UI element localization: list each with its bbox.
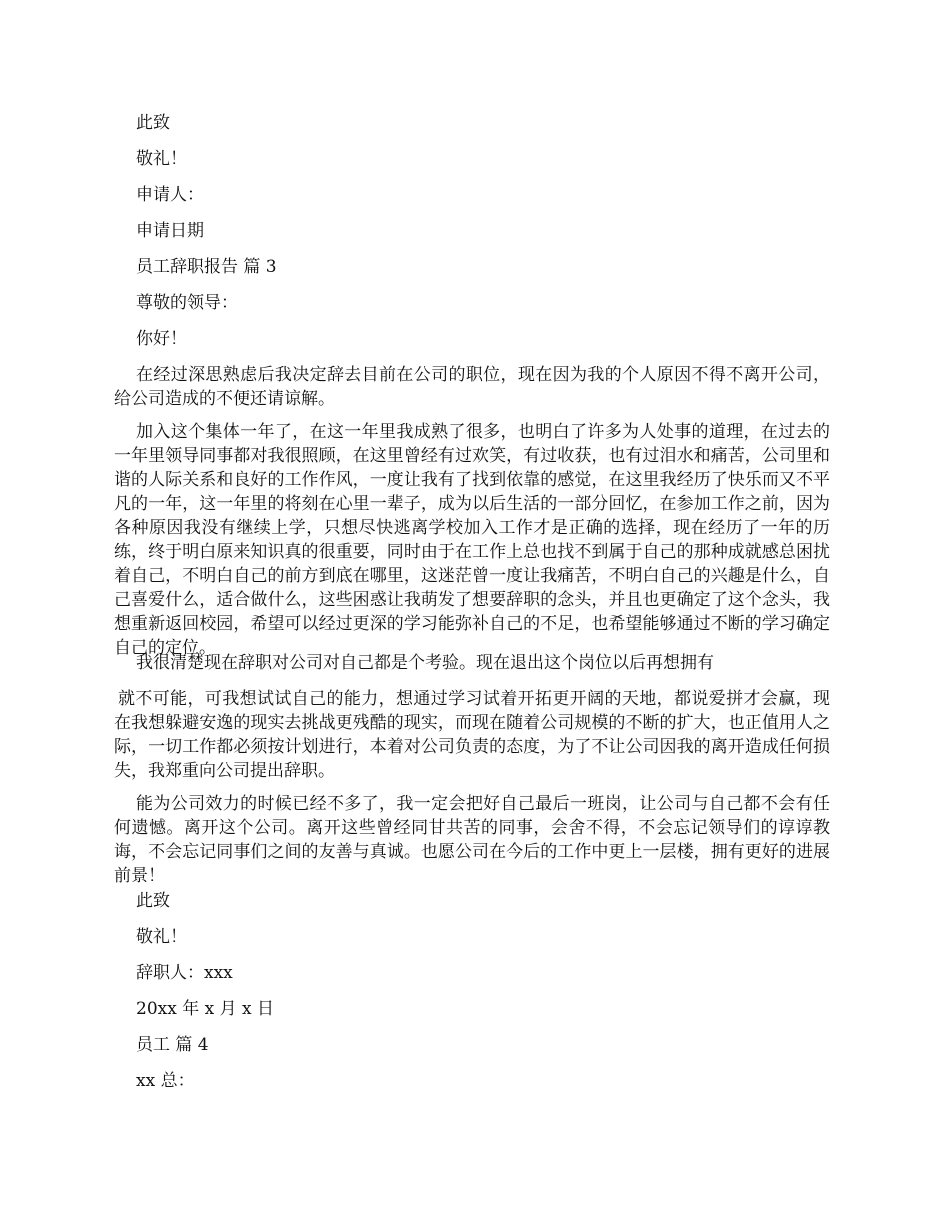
signature-date: 20xx 年 x 月 x 日: [136, 999, 275, 1019]
greeting-hello: 你好！: [136, 329, 187, 349]
paragraph-challenge: 我很清楚现在辞职对公司对自己都是个考验。现在退出这个岗位以后再想拥有: [136, 653, 714, 673]
greeting-addressee: 尊敬的领导：: [136, 293, 238, 313]
paragraph-farewell: 能为公司效力的时候已经不多了，我一定会把好自己最后一班岗，让公司与自己都不会有任何遗憾。离开这个公司。离开这些曾经同甘共苦的同事，会舍不得，不会忘记领导们的谆谆教诲，不会忘记同事们之间的友善与真诚。也愿公司在今后的工作中更上一层楼，拥有更好的进展前景！: [114, 794, 830, 886]
paragraph-experience: 加入这个集体一年了，在这一年里我成熟了很多，也明白了许多为人处事的道理，在过去的一年里领导同事都对我很照顾，在这里曾经有过欢笑，有过收获，也有过泪水和痛苦，公司里和谐的人际关系和良好的工作作风，一度让我有了找到依靠的感觉，在这里我经历了快乐而又不平凡的一年，这一年里的将刻在心里一辈子，成为以后生活的一部分回忆，在参加工作之前，因为各种原因我没有继续上学，只想尽快逃离学校加入工作才是正确的选择，现在经历了一年的历练，终于明白原来知识真的很重要，同时由于在工作上总也找不到属于自己的那种成就感总困扰着自己，不明白自己的前方到底在哪里，这迷茫曾一度让我痛苦，不明白自己的兴趣是什么，自己喜爱什么，适合做什么，这些困惑让我萌发了想要辞职的念头，并且也更确定了这个念头，我想重新返回校园，希望可以经过更深的学习能弥补自己的不足，也希望能够通过不断的学习确定自己的定位。: [114, 422, 830, 658]
section-title: 员工辞职报告 篇 3: [136, 257, 277, 277]
application-date-label: 申请日期: [136, 221, 204, 241]
applicant-label: 申请人：: [136, 185, 204, 205]
paragraph-decision: 在经过深思熟虑后我决定辞去目前在公司的职位，现在因为我的个人原因不得不离开公司，给公司造成的不便还请谅解。: [114, 365, 830, 409]
resigner-signature: 辞职人：xxx: [136, 963, 233, 983]
section-title-2: 员工 篇 4: [136, 1035, 209, 1055]
closing-salutation-2: 此致: [136, 891, 170, 911]
paragraph-resignation: 就不可能，可我想试试自己的能力，想通过学习试着开拓更开阔的天地，都说爱拼才会赢，现在我想躲避安逸的现实去挑战更残酷的现实，而现在随着公司规模的不断的扩大，也正值用人之际，一切工作都必须按计划进行，本着对公司负责的态度，为了不让公司因我的离开造成任何损失，我郑重向公司提出辞职。: [114, 689, 830, 781]
addressee-2: xx 总：: [136, 1071, 195, 1091]
closing-regards: 敬礼！: [136, 149, 187, 169]
closing-salutation: 此致: [136, 113, 170, 133]
closing-regards-2: 敬礼！: [136, 927, 187, 947]
